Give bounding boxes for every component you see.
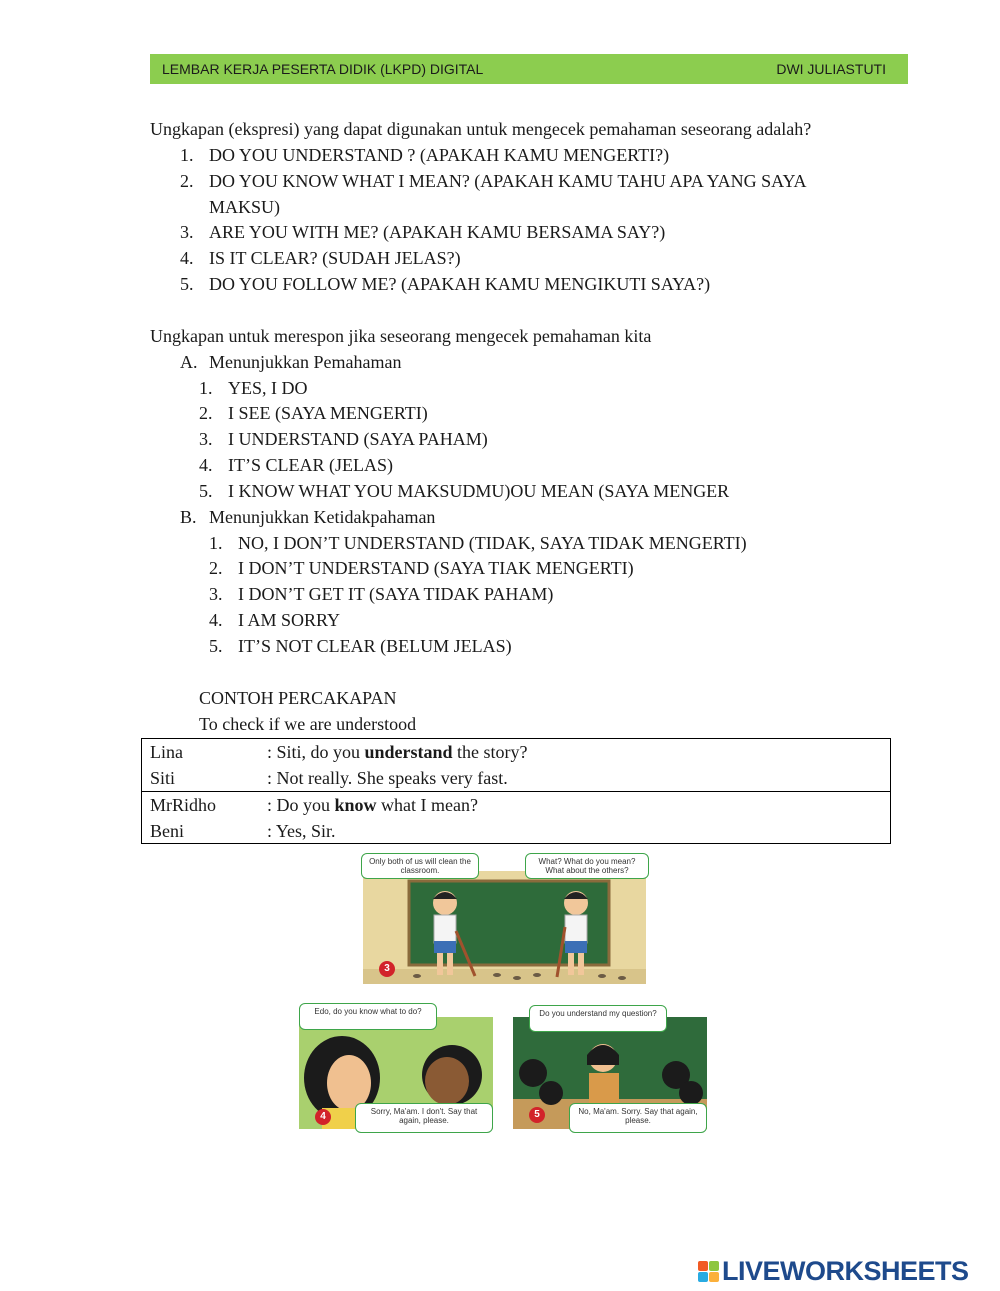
- list-number: 3.: [209, 584, 223, 604]
- list-item: IS IT CLEAR? (SUDAH JELAS?): [209, 248, 461, 268]
- list-item: I KNOW WHAT YOU MAKSUDMU)OU MEAN (SAYA MENGER: [228, 481, 730, 501]
- list-item: I SEE (SAYA MENGERTI): [228, 403, 428, 423]
- logo-mark-icon: [698, 1261, 719, 1282]
- group-title: Menunjukkan Ketidakpahaman: [209, 507, 436, 527]
- list-item: NO, I DON’T UNDERSTAND (TIDAK, SAYA TIDAK MENGERTI): [238, 533, 747, 553]
- list-number: 2.: [209, 558, 223, 578]
- conversation-row: [142, 792, 890, 819]
- keyword: know: [334, 795, 377, 815]
- speaker-name: Lina: [150, 742, 183, 762]
- list-number: 5.: [209, 636, 223, 656]
- comic-panel-3: [357, 851, 684, 984]
- logo-text: LIVEWORKSHEETS: [722, 1256, 969, 1286]
- list-number: 5.: [180, 274, 194, 294]
- speech-bubble: What? What do you mean? What about the others?: [525, 853, 649, 879]
- group-letter: A.: [180, 352, 198, 372]
- panel-number-badge: 3: [379, 961, 395, 977]
- speaker-line: : Yes, Sir.: [267, 821, 336, 841]
- list-item: DO YOU FOLLOW ME? (APAKAH KAMU MENGIKUTI SAYA?): [209, 274, 711, 294]
- list-item: IT’S NOT CLEAR (BELUM JELAS): [238, 636, 512, 656]
- header-title: LEMBAR KERJA PESERTA DIDIK (LKPD) DIGITAL: [162, 61, 484, 77]
- list-item-continuation: MAKSU): [209, 197, 281, 217]
- speech-bubble: Do you understand my question?: [529, 1005, 667, 1032]
- conversation-row: [142, 818, 890, 844]
- speaker-name: Siti: [150, 768, 176, 788]
- section2-intro: Ungkapan untuk merespon jika seseorang mengecek pemahaman kita: [150, 326, 652, 346]
- list-number: 1.: [209, 533, 223, 553]
- speaker-line: : Siti, do you understand the story?: [267, 742, 528, 762]
- conversation-row: [142, 739, 890, 765]
- list-item: YES, I DO: [228, 378, 308, 398]
- group-title: Menunjukkan Pemahaman: [209, 352, 402, 372]
- list-number: 3.: [199, 429, 213, 449]
- list-item: I AM SORRY: [238, 610, 341, 630]
- list-number: 4.: [180, 248, 194, 268]
- list-number: 2.: [180, 171, 194, 191]
- speech-bubble: Sorry, Ma'am. I don't. Say that again, please.: [355, 1103, 493, 1133]
- list-number: 1.: [180, 145, 194, 165]
- list-item: IT’S CLEAR (JELAS): [228, 455, 393, 475]
- list-number: 4.: [199, 455, 213, 475]
- panel-number-badge: 4: [315, 1109, 331, 1125]
- speaker-line: : Do you know what I mean?: [259, 792, 890, 819]
- list-item: I UNDERSTAND (SAYA PAHAM): [228, 429, 488, 449]
- list-number: 1.: [199, 378, 213, 398]
- comic-panel-4: [297, 1003, 497, 1136]
- speech-bubble: No, Ma'am. Sorry. Say that again, please.: [569, 1103, 707, 1133]
- speaker-name: MrRidho: [142, 792, 259, 819]
- speech-bubble: Edo, do you know what to do?: [299, 1003, 437, 1030]
- example-title: CONTOH PERCAKAPAN: [199, 688, 397, 708]
- liveworksheets-logo[interactable]: [698, 1256, 969, 1287]
- group-letter: B.: [180, 507, 197, 527]
- speaker-name: Beni: [150, 821, 184, 841]
- list-item: I DON’T GET IT (SAYA TIDAK PAHAM): [238, 584, 554, 604]
- example-subtitle: To check if we are understood: [199, 714, 417, 734]
- conversation-table: [141, 738, 891, 844]
- page-header: [150, 54, 908, 84]
- comic-panel-5: [511, 1003, 709, 1136]
- list-item: ARE YOU WITH ME? (APAKAH KAMU BERSAMA SAY?): [209, 222, 666, 242]
- list-number: 2.: [199, 403, 213, 423]
- section1-intro: Ungkapan (ekspresi) yang dapat digunakan untuk mengecek pemahaman seseorang adalah?: [150, 119, 812, 139]
- conversation-row: [142, 765, 890, 792]
- list-item: DO YOU UNDERSTAND ? (APAKAH KAMU MENGERTI?): [209, 145, 670, 165]
- list-item: I DON’T UNDERSTAND (SAYA TIAK MENGERTI): [238, 558, 634, 578]
- keyword: understand: [364, 742, 453, 762]
- panel-number-badge: 5: [529, 1107, 545, 1123]
- list-number: 5.: [199, 481, 213, 501]
- list-number: 4.: [209, 610, 223, 630]
- list-item: DO YOU KNOW WHAT I MEAN? (APAKAH KAMU TAHU APA YANG SAYA: [209, 171, 807, 191]
- speaker-line: : Not really. She speaks very fast.: [267, 768, 508, 788]
- list-number: 3.: [180, 222, 194, 242]
- speech-bubble: Only both of us will clean the classroom.: [361, 853, 479, 879]
- header-author: DWI JULIASTUTI: [776, 61, 886, 77]
